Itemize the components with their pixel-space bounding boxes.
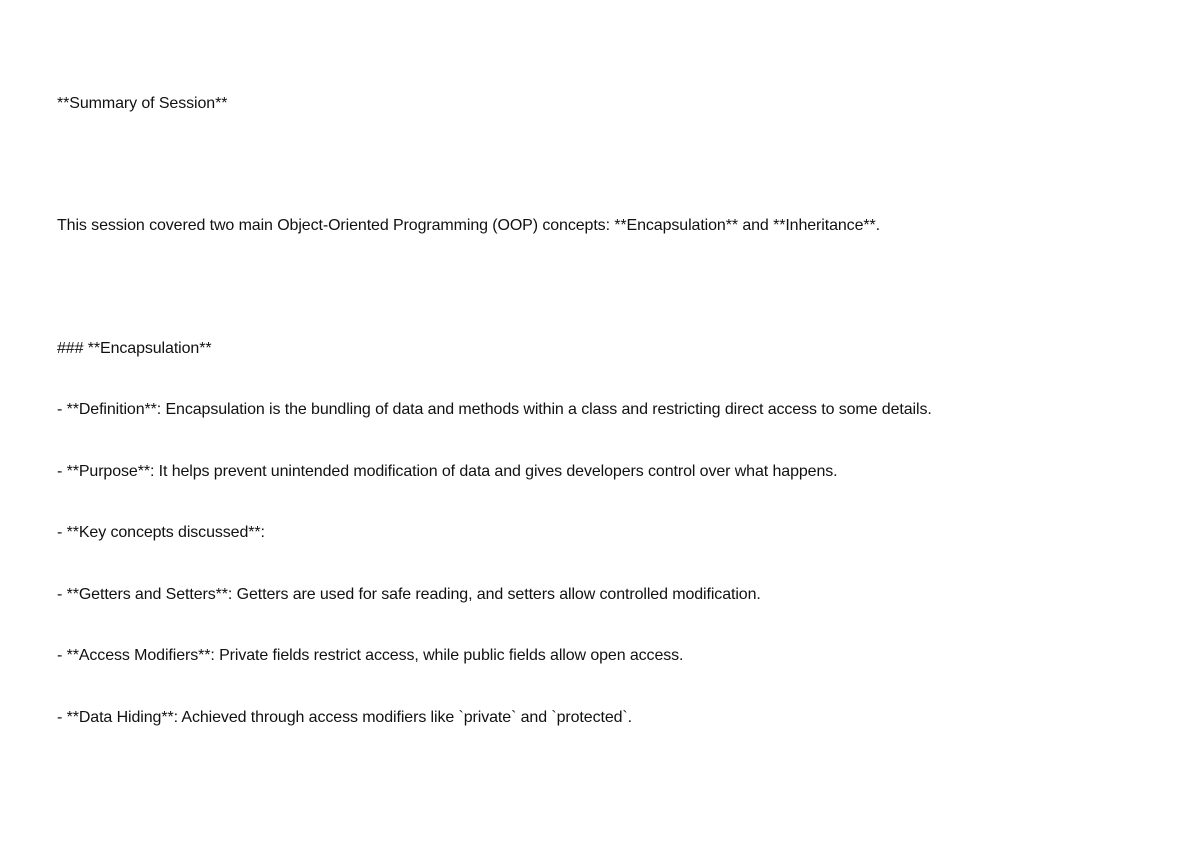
- bullet-getters-setters: - **Getters and Setters**: Getters are used for safe reading, and setters allow controlled modification.: [57, 586, 761, 603]
- bullet-definition: - **Definition**: Encapsulation is the bundling of data and methods within a class and restricting direct access to some details.: [57, 401, 932, 418]
- bullet-key-concepts: - **Key concepts discussed**:: [57, 524, 265, 541]
- encapsulation-heading: ### **Encapsulation**: [57, 340, 212, 357]
- summary-heading: **Summary of Session**: [57, 95, 228, 112]
- bullet-access-modifiers: - **Access Modifiers**: Private fields restrict access, while public fields allow open access.: [57, 647, 684, 664]
- intro-paragraph: This session covered two main Object-Oriented Programming (OOP) concepts: **Encapsulation** and **Inheritance**.: [57, 217, 880, 234]
- bullet-purpose: - **Purpose**: It helps prevent unintended modification of data and gives developers control over what happens.: [57, 463, 838, 480]
- bullet-data-hiding: - **Data Hiding**: Achieved through access modifiers like `private` and `protected`.: [57, 709, 632, 726]
